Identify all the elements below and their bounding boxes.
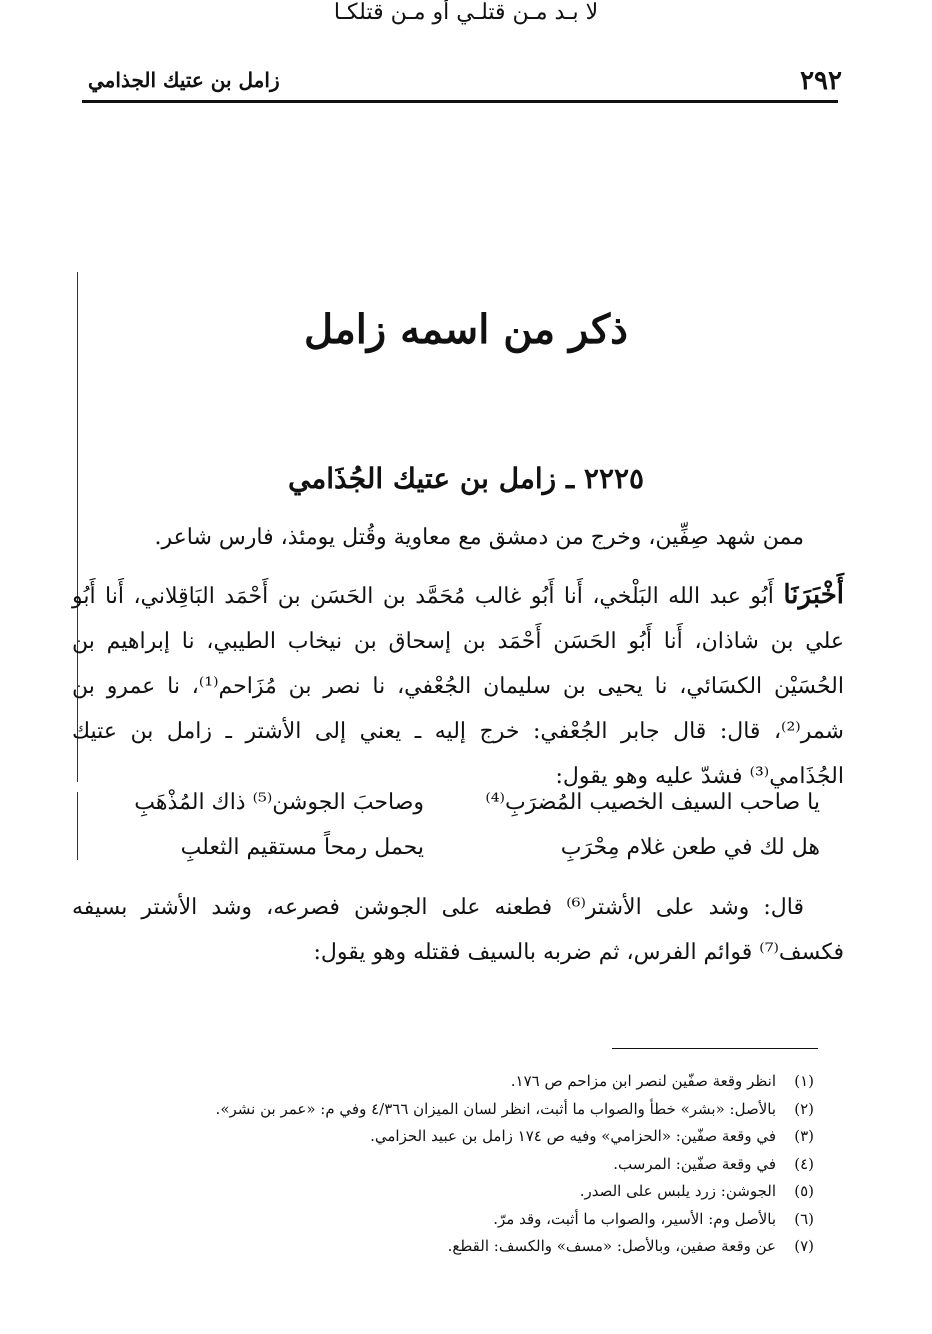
header-rule: [82, 100, 838, 103]
chapter-title: ذكر من اسمه زامل: [304, 306, 628, 353]
akhbarana-lead: أَخْبَرَنَا: [783, 580, 844, 610]
running-title: زامل بن عتيك الجذامي: [88, 68, 280, 92]
footnote-number: (٥): [794, 1182, 814, 1200]
footnote-text: بالأصل: «بشر» خطأ والصواب ما أثبت، انظر لسان الميزان ٤/٣٦٦ وفي م: «عمر بن نشر».: [215, 1099, 776, 1118]
verse-line: [72, 835, 820, 875]
footnote: [72, 1096, 814, 1124]
isnad-paragraph: [72, 573, 844, 799]
footnote-text: في وقعة صفّين: «الحزامي» وفيه ص ١٧٤ زامل بن عبيد الحزامي.: [370, 1127, 776, 1145]
footnote-number: (٦): [794, 1209, 814, 1228]
footnote: [72, 1233, 814, 1261]
entry-title: ٢٢٢٥ ـ زامل بن عتيك الجُذَامي: [287, 462, 645, 495]
footnote-number: (٧): [794, 1237, 814, 1255]
verse-line: [72, 790, 820, 830]
footnote-text: الجوشن: زرد يلبس على الصدر.: [579, 1182, 776, 1200]
verse-hemistich-first: يا صاحب السيف الخصيب المُضرَبِ⁽⁴⁾: [485, 790, 820, 815]
footnote: [72, 1178, 814, 1206]
page-number: ٢٩٢: [800, 66, 842, 96]
verse-hemistich-first: هل لك في طعن غلام مِحْرَبِ: [560, 835, 820, 860]
verse-hemistich-second: وصاحبَ الجوشن⁽⁵⁾ ذاك المُذْهَبِ: [134, 790, 424, 815]
narrative-paragraph: قال: وشد على الأشتر⁽⁶⁾ فطعنه على الجوشن فصرعه، وشد الأشتر بسيفه فكسف⁽⁷⁾ قوائم الفرس، ثم ضربه بالسيف فقتله وهو يقول:: [72, 895, 844, 965]
footnote-number: (٢): [794, 1099, 814, 1118]
verse-hemistich-second: يحمل رمحاً مستقيم الثعلبِ: [180, 835, 424, 860]
footnote-text: عن وقعة صفين، وبالأصل: «مسف» والكسف: القطع.: [447, 1237, 776, 1255]
footnote-number: (٤): [794, 1154, 814, 1173]
footnotes: [72, 1068, 814, 1261]
footnote-rule: [612, 1048, 818, 1049]
footnote-text: في وقعة صفّين: المرسب.: [613, 1154, 776, 1173]
footnote: [72, 1151, 814, 1179]
footnote-text: انظر وقعة صفّين لنصر ابن مزاحم ص ١٧٦.: [510, 1072, 776, 1090]
entry-paragraph: ممن شهد صِفِّين، وخرج من دمشق مع معاوية وقُتل يومئذ، فارس شاعر.: [154, 525, 804, 550]
footnote-number: (١): [794, 1072, 814, 1090]
verse-line-final: لا بـد مـن قتلـي أو مـن قتلكـا: [333, 0, 599, 25]
footnote: [72, 1068, 814, 1096]
footnote: [72, 1123, 814, 1151]
isnad-text: أَبُو عبد الله البَلْخي، أَنا أَبُو غالب مُحَمَّد بن الحَسَن بن أَحْمَد البَاقِلاني، أَنا أَبُو علي بن شاذان، أَنا أَبُو الحَسَن أَحْمَد بن إسحاق بن نيخاب الطيبي، نا إبراهيم بن الحُسَيْن الكسَائي، نا يحيى بن سليمان الجُعْفي، نا نصر بن مُزَاحم⁽¹⁾، نا عمرو بن شمر⁽²⁾، قال: قال جابر الجُعْفي: خرج إليه ـ يعني إلى الأشتر ـ زامل بن عتيك الجُذَامي⁽³⁾ فشدّ عليه وهو يقول:: [72, 584, 844, 789]
footnote-number: (٣): [794, 1127, 814, 1145]
footnote: [72, 1206, 814, 1234]
footnote-text: بالأصل وم: الأسير، والصواب ما أثبت، وقد مرّ.: [493, 1209, 776, 1228]
